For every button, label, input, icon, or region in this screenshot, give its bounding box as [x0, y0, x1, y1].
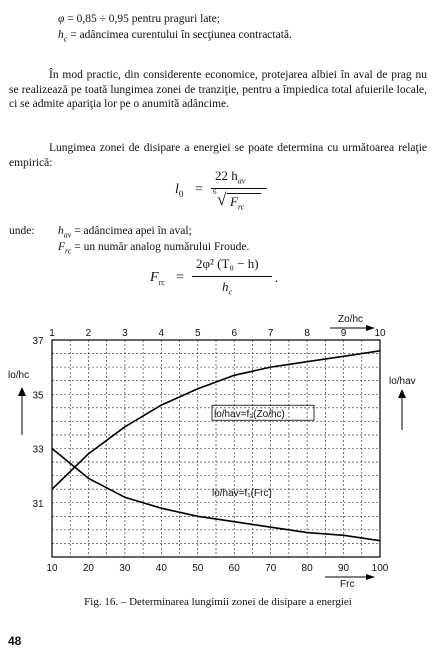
- root-sign: √: [217, 190, 227, 209]
- x-bottom-tick-label: 40: [155, 563, 167, 574]
- y-right-axis-label: lo/hav: [389, 376, 416, 387]
- x-bottom-tick-label: 30: [119, 563, 131, 574]
- def-phi: φ = 0,85 ÷ 0,95 pentru praguri late;: [58, 13, 220, 25]
- formula-l0: $l_0$ = 22 $h_{av}$ 6 √ $F_{rc}$: [175, 168, 285, 218]
- y-left-arrow-head: [18, 387, 26, 396]
- x-top-axis-label: Zo/hc: [338, 314, 364, 325]
- x-top-tick-label: 1: [49, 328, 55, 339]
- y-left-axis-label: lo/hc: [8, 370, 30, 381]
- formula-frc: $F_{rc}$ = 2φ² (T₀ − h) $h_c$ .: [150, 256, 279, 297]
- page-number: 48: [8, 634, 22, 648]
- chart: [0, 310, 436, 595]
- x-top-tick-label: 7: [267, 328, 274, 339]
- y-tick-label: 31: [32, 498, 44, 510]
- chart-grid: [52, 340, 380, 557]
- figure-caption: Fig. 16. – Determinarea lungimii zonei de disipare a energiei: [84, 596, 352, 608]
- x-bottom-tick-label: 90: [337, 563, 350, 574]
- where-frc: $F_{rc}$ = un număr analog numărului Froude.: [58, 241, 250, 256]
- x-top-tick-label: 2: [85, 328, 92, 339]
- y-tick-label: 37: [32, 336, 44, 347]
- series-label-1: lo/hav=f₂(Zo/hc): [214, 409, 285, 421]
- where-hav: $h_{av}$ = adâncimea apei în aval;: [58, 225, 192, 240]
- where-label: unde:: [9, 225, 35, 237]
- y-tick-label: 35: [32, 390, 44, 402]
- def-hc: $h_c$ = adâncimea curentului în secţiunea contractată.: [58, 29, 292, 44]
- x-bottom-tick-label: 100: [371, 563, 389, 574]
- y-tick-label: 33: [32, 444, 44, 456]
- x-top-tick-label: 10: [374, 328, 386, 339]
- x-top-tick-label: 5: [194, 328, 201, 339]
- x-top-tick-label: 6: [231, 328, 238, 339]
- paragraph-1: În mod practic, din considerente economice, protejarea albiei în aval de prag nu se realizează pe toată lungimea zonei de tranziţie, pentru a împiedica total afuierile locale, ci se admite apariţia lor pe o anumită adâncime.: [9, 69, 427, 110]
- x-top-tick-label: 3: [122, 328, 128, 339]
- x-bottom-tick-label: 80: [301, 563, 313, 574]
- x-bottom-tick-label: 50: [192, 563, 204, 574]
- fraction-bar: [211, 188, 267, 189]
- series-label-2: lo/hav=f₁(Frc): [212, 487, 272, 499]
- paragraph-2: Lungimea zonei de disipare a energiei se poate determina cu următoarea relaţie empirică:: [9, 142, 427, 169]
- y-right-arrow-head: [398, 389, 406, 398]
- x-bottom-tick-label: 20: [82, 563, 95, 574]
- x-bottom-tick-label: 60: [228, 563, 240, 574]
- x-bottom-tick-label: 70: [265, 563, 277, 574]
- x-top-tick-label: 9: [340, 328, 347, 339]
- x-bottom-axis-label: Frc: [340, 579, 355, 590]
- x-top-tick-label: 8: [304, 328, 310, 339]
- chart-ticks: [32, 328, 388, 574]
- x-bottom-tick-label: 10: [46, 563, 58, 574]
- x-top-tick-label: 4: [158, 328, 165, 339]
- x-bottom-arrow-head: [366, 574, 375, 580]
